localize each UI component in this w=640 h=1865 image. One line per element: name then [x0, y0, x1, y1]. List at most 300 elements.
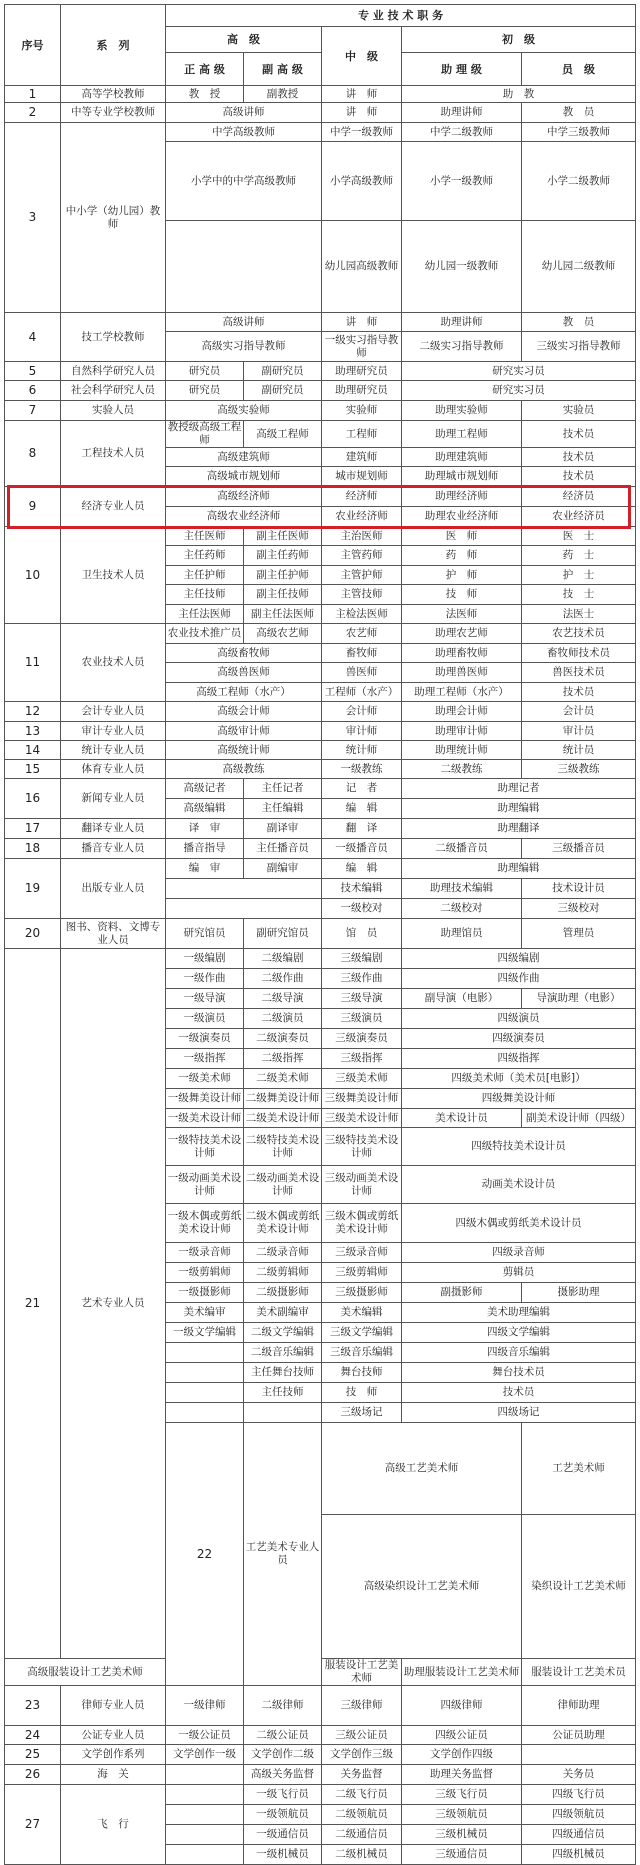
table-row — [5, 1765, 636, 1785]
series-cell: 文学创作系列 — [61, 1745, 166, 1765]
table-row — [5, 839, 636, 859]
title-cell: 文学创作三级 — [322, 1745, 402, 1765]
table-body — [5, 86, 636, 1865]
title-cell: 二级演奏员 — [244, 1029, 322, 1049]
title-cell: 高级农艺师 — [244, 624, 322, 644]
title-cell: 三级特技美术设计师 — [322, 1128, 402, 1166]
header-seq: 序号 — [5, 5, 61, 86]
title-cell: 副编审 — [244, 859, 322, 879]
title-cell — [166, 1805, 244, 1825]
title-cell: 主管技师 — [322, 585, 402, 605]
title-cell: 一级动画美术设计师 — [166, 1166, 244, 1204]
row-number-cell: 8 — [5, 421, 61, 487]
table-row — [5, 123, 636, 142]
title-cell — [166, 899, 322, 919]
row-number-cell: 1 — [5, 86, 61, 103]
header-member: 员 级 — [522, 53, 636, 86]
series-cell: 中小学（幼儿园）教师 — [61, 123, 166, 313]
title-cell: 实验员 — [522, 401, 636, 421]
title-cell: 三级通信员 — [402, 1845, 522, 1865]
title-cell: 二级摄影师 — [244, 1283, 322, 1303]
title-cell: 研究实习员 — [402, 381, 636, 401]
table-row — [5, 1686, 636, 1726]
title-cell: 公证员助理 — [522, 1726, 636, 1745]
title-cell: 教 员 — [522, 103, 636, 123]
series-cell: 经济专业人员 — [61, 487, 166, 527]
title-cell: 主任护师 — [166, 566, 244, 585]
title-cell — [166, 1765, 244, 1785]
title-cell: 助理经济师 — [402, 487, 522, 507]
title-cell: 二级实习指导教师 — [402, 332, 522, 362]
table-row — [5, 313, 636, 332]
title-cell: 四级舞美设计师 — [402, 1089, 636, 1109]
row-number-cell: 24 — [5, 1726, 61, 1745]
series-cell: 实验人员 — [61, 401, 166, 421]
title-cell: 服装设计工艺美术师 — [322, 1659, 402, 1686]
title-cell: 中学高级教师 — [166, 123, 322, 142]
title-cell: 一级录音师 — [166, 1243, 244, 1263]
title-cell: 三级演奏员 — [322, 1029, 402, 1049]
series-cell: 体育专业人员 — [61, 760, 166, 779]
title-cell: 三级舞美设计师 — [322, 1089, 402, 1109]
title-cell: 主管药师 — [322, 546, 402, 566]
title-cell: 二级校对 — [402, 899, 522, 919]
series-cell: 高等学校教师 — [61, 86, 166, 103]
title-cell: 一级飞行员 — [244, 1785, 322, 1805]
row-number-cell: 15 — [5, 760, 61, 779]
title-cell: 主任播音员 — [244, 839, 322, 859]
title-cell: 助理建筑师 — [402, 448, 522, 467]
series-cell: 飞 行 — [61, 1785, 166, 1865]
title-cell: 三级录音师 — [322, 1243, 402, 1263]
title-cell: 四级飞行员 — [522, 1785, 636, 1805]
table-row — [5, 722, 636, 741]
title-cell: 三级机械员 — [402, 1825, 522, 1845]
title-cell: 高级染织设计工艺美术师 — [322, 1515, 522, 1659]
title-cell: 护 师 — [402, 566, 522, 585]
title-cell: 畜牧师 — [322, 644, 402, 663]
title-cell: 三级播音员 — [522, 839, 636, 859]
table-header — [5, 5, 636, 86]
title-cell: 高级审计师 — [166, 722, 322, 741]
row-number-cell: 5 — [5, 362, 61, 381]
row-number-cell: 10 — [5, 527, 61, 624]
series-cell: 自然科学研究人员 — [61, 362, 166, 381]
row-number-cell: 27 — [5, 1785, 61, 1865]
title-cell: 主检法医师 — [322, 605, 402, 624]
title-cell: 二级录音师 — [244, 1243, 322, 1263]
title-cell: 教 授 — [166, 86, 244, 103]
title-cell: 副导演（电影） — [402, 989, 522, 1009]
title-cell: 剪辑员 — [402, 1263, 636, 1283]
title-cell: 一级通信员 — [244, 1825, 322, 1845]
table-row — [5, 362, 636, 381]
series-cell: 统计专业人员 — [61, 741, 166, 760]
title-cell: 技 师 — [402, 585, 522, 605]
title-cell — [166, 221, 322, 313]
title-cell: 二级机械员 — [322, 1845, 402, 1865]
title-cell: 主任医师 — [166, 527, 244, 546]
title-cell: 高级畜牧师 — [166, 644, 322, 663]
title-cell: 技 士 — [522, 585, 636, 605]
table-row — [5, 624, 636, 644]
title-cell: 三级动画美术设计师 — [322, 1166, 402, 1204]
table-row — [5, 949, 636, 969]
title-cell: 畜牧师技术员 — [522, 644, 636, 663]
title-cell: 助 教 — [402, 86, 636, 103]
table-row — [5, 421, 636, 448]
title-cell: 二级作曲 — [244, 969, 322, 989]
header-assistant: 助 理 级 — [402, 53, 522, 86]
title-cell: 三级美术师 — [322, 1069, 402, 1089]
title-cell — [166, 1403, 244, 1423]
title-cell: 三级美术设计师 — [322, 1109, 402, 1128]
title-cell: 美术副编审 — [244, 1303, 322, 1323]
title-cell: 管理员 — [522, 919, 636, 949]
title-cell: 二级领航员 — [322, 1805, 402, 1825]
title-cell: 经济师 — [322, 487, 402, 507]
title-cell: 一级播音员 — [322, 839, 402, 859]
row-number-cell: 3 — [5, 123, 61, 313]
title-cell: 主任技师 — [244, 1383, 322, 1403]
title-cell: 研究馆员 — [166, 919, 244, 949]
title-cell: 文学创作一级 — [166, 1745, 244, 1765]
title-cell: 助理馆员 — [402, 919, 522, 949]
title-cell: 经济员 — [522, 487, 636, 507]
title-cell: 三级剪辑师 — [322, 1263, 402, 1283]
row-number-cell: 26 — [5, 1765, 61, 1785]
title-cell: 小学高级教师 — [322, 142, 402, 221]
title-cell: 一级导演 — [166, 989, 244, 1009]
title-cell: 研究实习员 — [402, 362, 636, 381]
title-cell: 三级文学编辑 — [322, 1323, 402, 1343]
title-cell: 一级木偶或剪纸美术设计师 — [166, 1204, 244, 1243]
title-cell: 四级文学编辑 — [402, 1323, 636, 1343]
title-cell: 一级演奏员 — [166, 1029, 244, 1049]
title-cell: 助理统计师 — [402, 741, 522, 760]
title-cell: 助理工程师（水产） — [402, 683, 522, 702]
row-number-cell: 22 — [166, 1423, 244, 1686]
title-cell: 三级音乐编辑 — [322, 1343, 402, 1363]
table-row — [5, 381, 636, 401]
title-cell: 二级通信员 — [322, 1825, 402, 1845]
title-cell: 二级律师 — [244, 1686, 322, 1726]
title-cell: 助理讲师 — [402, 103, 522, 123]
title-cell: 助理农艺师 — [402, 624, 522, 644]
title-cell: 高级讲师 — [166, 103, 322, 123]
title-cell: 建筑师 — [322, 448, 402, 467]
title-cell: 药 师 — [402, 546, 522, 566]
title-cell: 三级教练 — [522, 760, 636, 779]
row-number-cell: 17 — [5, 819, 61, 839]
title-cell — [166, 1343, 244, 1363]
series-cell: 新闻专业人员 — [61, 779, 166, 819]
title-cell: 服装设计工艺美术员 — [522, 1659, 636, 1686]
table-row — [5, 527, 636, 546]
title-cell: 助理农业经济师 — [402, 507, 522, 527]
title-cell: 工程师 — [322, 421, 402, 448]
title-cell: 二级特技美术设计师 — [244, 1128, 322, 1166]
title-cell: 馆 员 — [322, 919, 402, 949]
title-cell: 副主任技师 — [244, 585, 322, 605]
title-cell: 一级美术师 — [166, 1069, 244, 1089]
table-row — [5, 1726, 636, 1745]
title-cell: 技术员 — [402, 1383, 636, 1403]
title-cell: 实验师 — [322, 401, 402, 421]
title-cell: 中学一级教师 — [322, 123, 402, 142]
title-cell: 农业经济员 — [522, 507, 636, 527]
title-cell: 一级公证员 — [166, 1726, 244, 1745]
title-cell: 记 者 — [322, 779, 402, 799]
title-cell: 译 审 — [166, 819, 244, 839]
title-cell: 四级通信员 — [522, 1825, 636, 1845]
title-cell: 中学二级教师 — [402, 123, 522, 142]
title-cell: 副摄影师 — [402, 1283, 522, 1303]
title-cell: 文学创作二级 — [244, 1745, 322, 1765]
table-row — [5, 1745, 636, 1765]
title-cell: 高级编辑 — [166, 799, 244, 819]
title-cell: 副主任医师 — [244, 527, 322, 546]
title-cell: 幼儿园二级教师 — [522, 221, 636, 313]
title-cell: 美术助理编辑 — [402, 1303, 636, 1323]
title-cell: 三级场记 — [322, 1403, 402, 1423]
title-cell: 助理讲师 — [402, 313, 522, 332]
title-cell: 主管护师 — [322, 566, 402, 585]
title-cell: 统计员 — [522, 741, 636, 760]
row-number-cell: 11 — [5, 624, 61, 702]
title-cell: 四级作曲 — [402, 969, 636, 989]
title-cell: 摄影助理 — [522, 1283, 636, 1303]
series-cell: 律师专业人员 — [61, 1686, 166, 1726]
title-cell: 高级会计师 — [166, 702, 322, 722]
title-cell: 二级美术设计师 — [244, 1109, 322, 1128]
title-cell: 技术员 — [522, 467, 636, 487]
title-cell — [166, 1383, 244, 1403]
title-cell: 二级教练 — [402, 760, 522, 779]
table-row — [5, 487, 636, 507]
row-number-cell: 9 — [5, 487, 61, 527]
title-cell: 二级演员 — [244, 1009, 322, 1029]
title-cell: 副主任护师 — [244, 566, 322, 585]
title-cell: 四级音乐编辑 — [402, 1343, 636, 1363]
series-cell: 中等专业学校教师 — [61, 103, 166, 123]
title-cell: 高级农业经济师 — [166, 507, 322, 527]
title-cell — [166, 879, 322, 899]
title-cell: 高级工艺美术师 — [322, 1423, 522, 1515]
row-number-cell: 13 — [5, 722, 61, 741]
series-cell: 图书、资料、文博专业人员 — [61, 919, 166, 949]
series-cell: 海 关 — [61, 1765, 166, 1785]
title-cell: 助理审计师 — [402, 722, 522, 741]
title-cell: 三级飞行员 — [402, 1785, 522, 1805]
title-cell: 高级工程师 — [244, 421, 322, 448]
title-cell: 一级机械员 — [244, 1845, 322, 1865]
title-cell: 审计员 — [522, 722, 636, 741]
title-cell — [166, 1363, 244, 1383]
title-cell: 药 士 — [522, 546, 636, 566]
title-cell: 助理工程师 — [402, 421, 522, 448]
title-cell: 四级编剧 — [402, 949, 636, 969]
title-cell: 二级舞美设计师 — [244, 1089, 322, 1109]
row-number-cell: 4 — [5, 313, 61, 362]
title-cell: 三级摄影师 — [322, 1283, 402, 1303]
title-cell: 一级作曲 — [166, 969, 244, 989]
title-cell: 二级音乐编辑 — [244, 1343, 322, 1363]
title-cell: 主任编辑 — [244, 799, 322, 819]
title-cell: 副主任药师 — [244, 546, 322, 566]
title-cell: 一级领航员 — [244, 1805, 322, 1825]
row-number-cell: 25 — [5, 1745, 61, 1765]
title-cell: 一级文学编辑 — [166, 1323, 244, 1343]
table-row — [5, 741, 636, 760]
title-cell — [166, 1785, 244, 1805]
professional-title-table — [4, 4, 636, 1865]
title-cell: 美术编审 — [166, 1303, 244, 1323]
title-cell: 高级经济师 — [166, 487, 322, 507]
title-cell: 医 师 — [402, 527, 522, 546]
title-cell: 二级导演 — [244, 989, 322, 1009]
title-cell: 一级教练 — [322, 760, 402, 779]
header-junior: 初 级 — [402, 27, 636, 53]
title-cell — [166, 1825, 244, 1845]
series-cell: 社会科学研究人员 — [61, 381, 166, 401]
title-cell: 高级实习指导教师 — [166, 332, 322, 362]
title-cell: 讲 师 — [322, 313, 402, 332]
title-cell: 二级指挥 — [244, 1049, 322, 1069]
series-cell: 工艺美术专业人员 — [244, 1423, 322, 1686]
title-cell: 工艺美术师 — [522, 1423, 636, 1515]
title-cell: 四级公证员 — [402, 1726, 522, 1745]
title-cell: 副主任法医师 — [244, 605, 322, 624]
title-cell: 农艺师 — [322, 624, 402, 644]
title-cell: 二级动画美术设计师 — [244, 1166, 322, 1204]
title-cell: 主任法医师 — [166, 605, 244, 624]
row-number-cell: 20 — [5, 919, 61, 949]
title-cell: 助理会计师 — [402, 702, 522, 722]
title-cell: 助理翻译 — [402, 819, 636, 839]
title-cell: 三级校对 — [522, 899, 636, 919]
title-cell: 讲 师 — [322, 86, 402, 103]
title-cell: 副研究员 — [244, 362, 322, 381]
title-cell: 副译审 — [244, 819, 322, 839]
series-cell: 审计专业人员 — [61, 722, 166, 741]
title-cell: 美术编辑 — [322, 1303, 402, 1323]
title-cell: 一级摄影师 — [166, 1283, 244, 1303]
title-cell: 高级关务监督 — [244, 1765, 322, 1785]
title-cell: 教 员 — [522, 313, 636, 332]
title-cell: 舞台技术员 — [402, 1363, 636, 1383]
series-cell: 技工学校教师 — [61, 313, 166, 362]
table-row — [5, 819, 636, 839]
header-senior: 高 级 — [166, 27, 322, 53]
title-cell: 高级统计师 — [166, 741, 322, 760]
title-cell: 四级演奏员 — [402, 1029, 636, 1049]
title-cell: 翻 译 — [322, 819, 402, 839]
title-cell: 技 师 — [322, 1383, 402, 1403]
title-cell: 幼儿园一级教师 — [402, 221, 522, 313]
title-cell: 三级实习指导教师 — [522, 332, 636, 362]
title-cell: 二级剪辑师 — [244, 1263, 322, 1283]
title-cell: 四级木偶或剪纸美术设计员 — [402, 1204, 636, 1243]
series-cell: 卫生技术人员 — [61, 527, 166, 624]
title-table-sheet — [4, 4, 635, 1865]
title-cell: 教授级高级工程师 — [166, 421, 244, 448]
title-cell: 编 辑 — [322, 799, 402, 819]
series-cell: 工程技术人员 — [61, 421, 166, 487]
title-cell: 四级美术师（美术员[电影]） — [402, 1069, 636, 1089]
title-cell: 助理研究员 — [322, 362, 402, 381]
title-cell: 高级服装设计工艺美术师 — [5, 1659, 166, 1686]
table-row — [5, 401, 636, 421]
title-cell: 一级实习指导教师 — [322, 332, 402, 362]
title-cell: 四级律师 — [402, 1686, 522, 1726]
row-number-cell: 18 — [5, 839, 61, 859]
title-cell: 小学一级教师 — [402, 142, 522, 221]
row-number-cell: 16 — [5, 779, 61, 819]
title-cell: 主任药师 — [166, 546, 244, 566]
title-cell — [522, 1745, 636, 1765]
title-cell: 二级编剧 — [244, 949, 322, 969]
table-row — [5, 103, 636, 123]
title-cell: 高级工程师（水产） — [166, 683, 322, 702]
title-cell: 助理编辑 — [402, 859, 636, 879]
title-cell: 二级文学编辑 — [244, 1323, 322, 1343]
title-cell: 小学中的中学高级教师 — [166, 142, 322, 221]
title-cell: 农业技术推广员 — [166, 624, 244, 644]
header-title: 专 业 技 术 职 务 — [166, 5, 636, 27]
title-cell: 技术员 — [522, 448, 636, 467]
title-cell: 一级特技美术设计师 — [166, 1128, 244, 1166]
title-cell: 一级舞美设计师 — [166, 1089, 244, 1109]
title-cell: 研究员 — [166, 362, 244, 381]
title-cell: 一级剪辑师 — [166, 1263, 244, 1283]
title-cell: 律师助理 — [522, 1686, 636, 1726]
title-cell: 编 辑 — [322, 859, 402, 879]
title-cell: 一级指挥 — [166, 1049, 244, 1069]
title-cell: 兽医师 — [322, 663, 402, 683]
row-number-cell: 21 — [5, 949, 61, 1659]
title-cell: 关务监督 — [322, 1765, 402, 1785]
title-cell: 审计师 — [322, 722, 402, 741]
title-cell: 农业经济师 — [322, 507, 402, 527]
title-cell: 三级导演 — [322, 989, 402, 1009]
header-full-senior: 正 高 级 — [166, 53, 244, 86]
title-cell: 一级校对 — [322, 899, 402, 919]
title-cell: 播音指导 — [166, 839, 244, 859]
title-cell: 法医师 — [402, 605, 522, 624]
series-cell: 艺术专业人员 — [61, 949, 166, 1659]
title-cell: 助理记者 — [402, 779, 636, 799]
title-cell: 法医士 — [522, 605, 636, 624]
row-number-cell: 7 — [5, 401, 61, 421]
table-row — [5, 86, 636, 103]
title-cell: 一级演员 — [166, 1009, 244, 1029]
header-vice-senior: 副 高 级 — [244, 53, 322, 86]
table-row — [5, 859, 636, 879]
title-cell: 高级实验师 — [166, 401, 322, 421]
series-cell: 播音专业人员 — [61, 839, 166, 859]
title-cell: 二级木偶或剪纸美术设计师 — [244, 1204, 322, 1243]
title-cell: 高级讲师 — [166, 313, 322, 332]
title-cell: 助理关务监督 — [402, 1765, 522, 1785]
title-cell: 四级指挥 — [402, 1049, 636, 1069]
header-series: 系 列 — [61, 5, 166, 86]
row-number-cell: 19 — [5, 859, 61, 919]
title-cell: 城市规划师 — [322, 467, 402, 487]
series-cell: 出版专业人员 — [61, 859, 166, 919]
title-cell: 二级播音员 — [402, 839, 522, 859]
series-cell: 农业技术人员 — [61, 624, 166, 702]
